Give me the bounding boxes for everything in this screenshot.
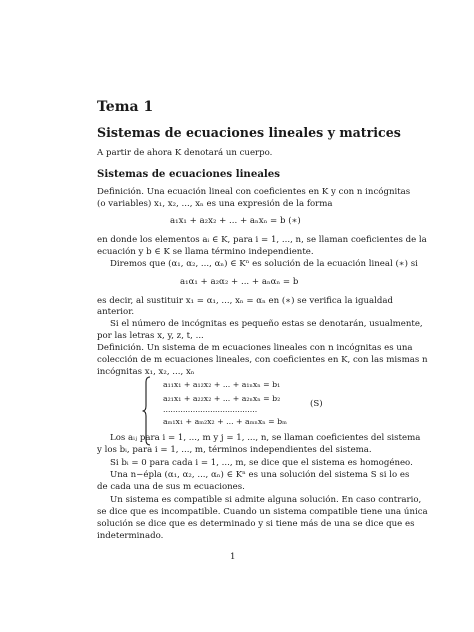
text-line: colección de m ecuaciones lineales, con coeficientes en K, con las mismas n — [97, 355, 428, 365]
text-line: por las letras x, y, z, t, ... — [97, 331, 204, 341]
page-number: 1 — [230, 552, 236, 562]
text-line: anterior. — [97, 307, 135, 317]
text-line: en donde los elementos aᵢ ∈ K, para i = 1, ..., n, se llaman coeficientes de la — [97, 235, 427, 245]
text-line: incógnitas x₁, x₂, ..., xₙ — [97, 367, 195, 377]
text-line: Los aᵢⱼ para i = 1, ..., m y j = 1, ..., n, se llaman coeficientes del sistema — [110, 433, 421, 443]
text-line: ecuación y b ∈ K se llama término independiente. — [97, 247, 314, 257]
system-row: a₁₁x₁ + a₁₂x₂ + ... + a₁ₙxₙ = b₁ — [163, 380, 281, 389]
text-line: Si el número de incógnitas es pequeño estas se denotarán, usualmente, — [110, 319, 423, 329]
text-line: y los bᵢ, para i = 1, ..., m, términos independientes del sistema. — [97, 445, 372, 455]
system-row: a₂₁x₁ + a₂₂x₂ + ... + a₂ₙxₙ = b₂ — [163, 394, 281, 403]
text-line: Una n−épla (α₁, α₂, ..., αₙ) ∈ Kⁿ es una solución del sistema S si lo es — [110, 470, 410, 480]
chapter-heading: Tema 1 — [97, 99, 154, 115]
section-heading: Sistemas de ecuaciones lineales — [97, 168, 281, 180]
text-line: se dice que es incompatible. Cuando un sistema compatible tiene una única — [97, 507, 428, 517]
system-row: aₘ₁x₁ + aₘ₂x₂ + ... + aₘₙxₙ = bₘ — [163, 417, 287, 426]
text-line: Definición. Una ecuación lineal con coeficientes en K y con n incógnitas — [97, 187, 411, 197]
equation-line: a₁α₁ + a₂α₂ + ... + aₙαₙ = b — [180, 277, 299, 287]
text-line: Si bᵢ = 0 para cada i = 1, ..., m, se dice que el sistema es homogéneo. — [110, 458, 413, 468]
text-line: Diremos que (α₁, α₂, ..., αₙ) ∈ Kⁿ es solución de la ecuación lineal (∗) si — [110, 259, 418, 269]
text-line: de cada una de sus m ecuaciones. — [97, 482, 245, 492]
text-line: solución se dice que es determinado y si tiene más de una se dice que es — [97, 519, 415, 529]
equation-line: a₁x₁ + a₂x₂ + ... + aₙxₙ = b (∗) — [170, 216, 301, 226]
text-line: (o variables) x₁, x₂, ..., xₙ es una expresión de la forma — [97, 199, 333, 209]
system-label: (S) — [310, 399, 323, 409]
text-line: Definición. Un sistema de m ecuaciones lineales con n incógnitas es una — [97, 343, 413, 353]
page-title: Sistemas de ecuaciones lineales y matrices — [97, 125, 401, 140]
text-line: es decir, al sustituir x₁ = α₁, ..., xₙ = αₙ en (∗) se verifica la igualdad — [97, 296, 393, 306]
system-row: ...................................... — [163, 405, 258, 414]
text-line: indeterminado. — [97, 531, 164, 541]
intro-paragraph: A partir de ahora K denotará un cuerpo. — [97, 148, 273, 158]
text-line: Un sistema es compatible si admite alguna solución. En caso contrario, — [110, 495, 422, 505]
